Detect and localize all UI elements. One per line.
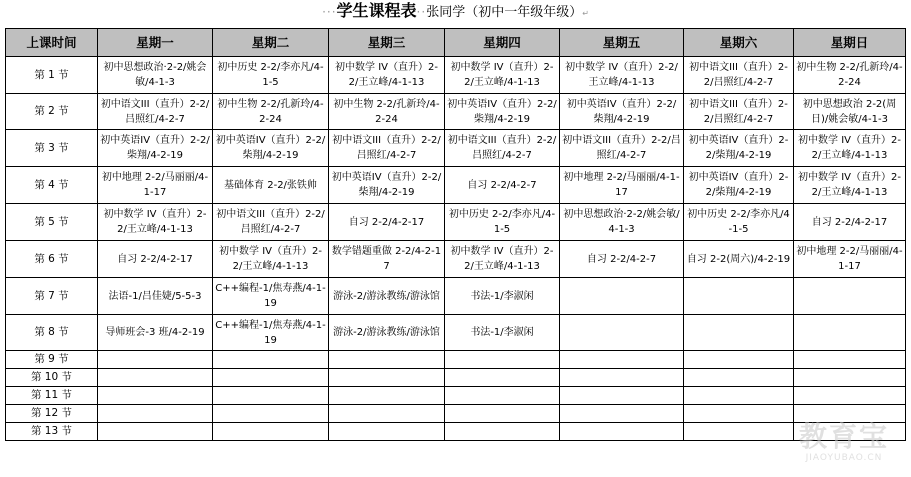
period-label: 第 3 节 [6, 130, 98, 167]
schedule-cell: 初中英语IV（直升）2-2/柴翔/4-2-19 [213, 130, 329, 167]
header-monday: 星期一 [98, 29, 213, 57]
schedule-cell: 自习 2-2(周六)/4-2-19 [684, 241, 794, 278]
table-row [6, 241, 906, 278]
schedule-cell [98, 405, 213, 423]
period-label: 第 13 节 [6, 423, 98, 441]
schedule-cell [213, 387, 329, 405]
title-separator: ·· [416, 5, 427, 19]
schedule-cell [560, 405, 684, 423]
header-sunday: 星期日 [794, 29, 906, 57]
schedule-cell: 初中英语IV（直升）2-2/柴翔/4-2-19 [684, 167, 794, 204]
period-label: 第 5 节 [6, 204, 98, 241]
title-main: 学生课程表 [336, 1, 417, 20]
schedule-cell [684, 315, 794, 351]
schedule-cell [560, 387, 684, 405]
table-row [6, 130, 906, 167]
table-row [6, 57, 906, 94]
schedule-cell: 初中数学 IV（直升）2-2/王立峰/4-1-13 [213, 241, 329, 278]
header-saturday: 星期六 [684, 29, 794, 57]
schedule-cell: 初中地理 2-2/马丽丽/4-1-17 [98, 167, 213, 204]
schedule-cell: 初中思想政治 2-2(周日)/姚会敏/4-1-3 [794, 94, 906, 130]
schedule-cell [445, 351, 560, 369]
schedule-cell: 初中语文III（直升）2-2/吕照红/4-2-7 [445, 130, 560, 167]
schedule-cell [329, 351, 445, 369]
schedule-cell: 初中数学 IV（直升）2-2/王立峰/4-1-13 [98, 204, 213, 241]
schedule-cell: 基础体育 2-2/张铁帅 [213, 167, 329, 204]
table-row [6, 387, 906, 405]
schedule-cell [213, 405, 329, 423]
schedule-cell [560, 315, 684, 351]
schedule-cell: 初中语文III（直升）2-2/吕照红/4-2-7 [684, 94, 794, 130]
table-row [6, 167, 906, 204]
schedule-cell [684, 278, 794, 315]
schedule-cell: 初中思想政治·2-2/姚会敏/4-1-3 [98, 57, 213, 94]
schedule-cell [560, 278, 684, 315]
header-wednesday: 星期三 [329, 29, 445, 57]
schedule-cell: 初中英语IV（直升）2-2/柴翔/4-2-19 [329, 167, 445, 204]
header-thursday: 星期四 [445, 29, 560, 57]
table-row [6, 278, 906, 315]
schedule-cell [794, 351, 906, 369]
schedule-cell: 自习 2-2/4-2-7 [445, 167, 560, 204]
schedule-cell: 自习 2-2/4-2-7 [560, 241, 684, 278]
schedule-cell: 游泳-2/游泳教练/游泳馆 [329, 278, 445, 315]
schedule-cell [684, 369, 794, 387]
schedule-cell [794, 423, 906, 441]
schedule-cell [684, 387, 794, 405]
schedule-cell [98, 351, 213, 369]
schedule-cell: 初中英语IV（直升）2-2/柴翔/4-2-19 [98, 130, 213, 167]
schedule-cell: 初中生物 2-2/孔新玲/4-2-24 [329, 94, 445, 130]
schedule-cell: C++编程-1/焦寿燕/4-1-19 [213, 315, 329, 351]
schedule-cell [213, 351, 329, 369]
schedule-cell [329, 423, 445, 441]
schedule-cell: 初中地理 2-2/马丽丽/4-1-17 [794, 241, 906, 278]
header-tuesday: 星期二 [213, 29, 329, 57]
schedule-cell [329, 369, 445, 387]
period-label: 第 7 节 [6, 278, 98, 315]
schedule-cell: 书法-1/李淑闲 [445, 315, 560, 351]
schedule-cell: 初中思想政治·2-2/姚会敏/4-1-3 [560, 204, 684, 241]
schedule-cell [329, 387, 445, 405]
schedule-cell: 初中语文III（直升）2-2/吕照红/4-2-7 [213, 204, 329, 241]
table-row [6, 351, 906, 369]
period-label: 第 8 节 [6, 315, 98, 351]
schedule-cell: 自习 2-2/4-2-17 [329, 204, 445, 241]
schedule-cell [98, 423, 213, 441]
schedule-cell [560, 369, 684, 387]
schedule-cell: 初中数学 IV（直升）2-2/王立峰/4-1-13 [445, 241, 560, 278]
schedule-cell [794, 315, 906, 351]
period-label: 第 10 节 [6, 369, 98, 387]
schedule-cell [329, 405, 445, 423]
period-label: 第 4 节 [6, 167, 98, 204]
schedule-cell [560, 351, 684, 369]
schedule-cell [794, 369, 906, 387]
schedule-cell: 初中历史 2-2/李亦凡/4-1-5 [213, 57, 329, 94]
schedule-cell: 初中历史 2-2/李亦凡/4-1-5 [684, 204, 794, 241]
schedule-cell [794, 278, 906, 315]
period-label: 第 12 节 [6, 405, 98, 423]
title-dots: ··· [322, 5, 337, 19]
schedule-cell [445, 423, 560, 441]
period-label: 第 2 节 [6, 94, 98, 130]
header-friday: 星期五 [560, 29, 684, 57]
schedule-cell: 法语-1/吕佳婕/5-5-3 [98, 278, 213, 315]
watermark-url: JIAOYUBAO.CN [805, 453, 883, 463]
table-row [6, 369, 906, 387]
schedule-cell: 初中语文III（直升）2-2/吕照红/4-2-7 [98, 94, 213, 130]
schedule-cell [684, 351, 794, 369]
schedule-cell: 自习 2-2/4-2-17 [98, 241, 213, 278]
schedule-cell: 初中生物 2-2/孔新玲/4-2-24 [794, 57, 906, 94]
period-label: 第 1 节 [6, 57, 98, 94]
schedule-cell: 初中数学 IV（直升）2-2/王立峰/4-1-13 [445, 57, 560, 94]
schedule-cell: 游泳-2/游泳教练/游泳馆 [329, 315, 445, 351]
watermark-text: 教育宝 [798, 420, 889, 453]
table-row [6, 94, 906, 130]
schedule-cell [684, 423, 794, 441]
schedule-cell [213, 423, 329, 441]
schedule-cell [560, 423, 684, 441]
schedule-cell: 初中英语IV（直升）2-2/柴翔/4-2-19 [684, 130, 794, 167]
schedule-cell: 自习 2-2/4-2-17 [794, 204, 906, 241]
schedule-cell: 初中数学 IV（直升）2-2/王立峰/4-1-13 [794, 167, 906, 204]
schedule-cell: 初中英语IV（直升）2-2/柴翔/4-2-19 [445, 94, 560, 130]
table-row [6, 315, 906, 351]
schedule-cell: 初中语文III（直升）2-2/吕照红/4-2-7 [684, 57, 794, 94]
schedule-cell [98, 369, 213, 387]
paragraph-mark-icon: ↵ [582, 9, 589, 18]
schedule-cell: 导师班会-3 班/4-2-19 [98, 315, 213, 351]
schedule-cell: C++编程-1/焦寿燕/4-1-19 [213, 278, 329, 315]
period-label: 第 6 节 [6, 241, 98, 278]
schedule-cell: 初中数学 IV（直升）2-2/王立峰/4-1-13 [794, 130, 906, 167]
schedule-cell [445, 369, 560, 387]
table-row [6, 423, 906, 441]
schedule-table [5, 28, 906, 441]
schedule-cell: 初中生物 2-2/孔新玲/4-2-24 [213, 94, 329, 130]
schedule-cell [98, 387, 213, 405]
schedule-cell: 初中英语IV（直升）2-2/柴翔/4-2-19 [560, 94, 684, 130]
schedule-cell [445, 405, 560, 423]
schedule-cell: 初中历史 2-2/李亦凡/4-1-5 [445, 204, 560, 241]
period-label: 第 9 节 [6, 351, 98, 369]
document-title [0, 0, 911, 24]
schedule-cell: 初中语文III（直升）2-2/吕照红/4-2-7 [329, 130, 445, 167]
schedule-cell [445, 387, 560, 405]
header-row [6, 29, 906, 57]
title-student: 张同学（初中一年级年级） [426, 5, 583, 20]
schedule-cell [794, 405, 906, 423]
schedule-cell [213, 369, 329, 387]
period-label: 第 11 节 [6, 387, 98, 405]
table-row [6, 405, 906, 423]
schedule-cell [684, 405, 794, 423]
header-time: 上课时间 [6, 29, 98, 57]
schedule-cell: 数学错题重做 2-2/4-2-17 [329, 241, 445, 278]
schedule-cell [794, 387, 906, 405]
table-row [6, 204, 906, 241]
schedule-cell: 书法-1/李淑闲 [445, 278, 560, 315]
schedule-cell: 初中语文III（直升）2-2/吕照红/4-2-7 [560, 130, 684, 167]
schedule-cell: 初中数学 IV（直升）2-2/王立峰/4-1-13 [329, 57, 445, 94]
schedule-cell: 初中数学 IV（直升）2-2/王立峰/4-1-13 [560, 57, 684, 94]
schedule-cell: 初中地理 2-2/马丽丽/4-1-17 [560, 167, 684, 204]
